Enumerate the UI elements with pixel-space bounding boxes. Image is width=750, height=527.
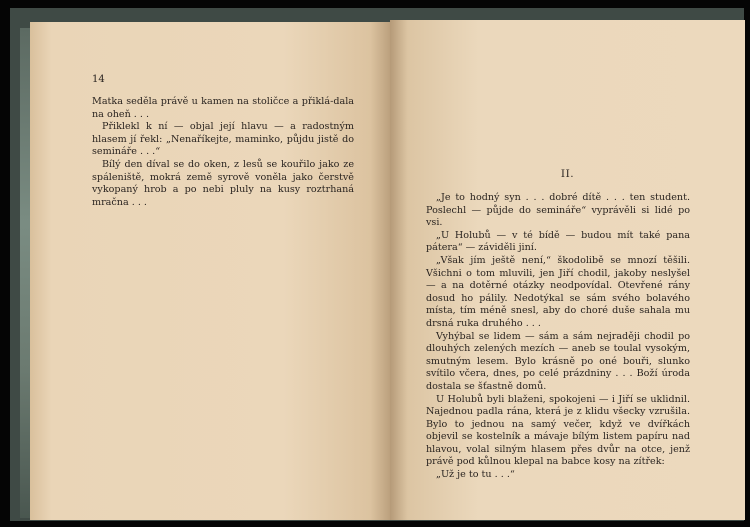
paragraph: „Však jím ještě není,“ škodolibě se mnozí těšili. Všichni o tom mluvili, jen Jiří chodil, jakoby neslyšel — a na dotěrné otázky neodpovídal. Otevřené rány dosud ho pálily. Nedotýkal se sám svého bolavého místa, tím méně snesl, aby do choré duše sahala mu drsná ruka druhého . . .	[426, 254, 690, 329]
paragraph: U Holubů byli blaženi, spokojeni — i Jiří se uklidnil. Najednou padla rána, která je z klidu všecky vzrušila. Bylo to jednou na samý večer, když ve dvířkách objevil se kostelník a mávaje bílým listem papíru nad hlavou, volal silným hlasem přes dvůr na otce, jenž právě pod kůlnou klepal na babce kosy na zítřek:	[426, 393, 690, 468]
paragraph: Přiklekl k ní — objal její hlavu — a radostným hlasem jí řekl: „Nenaříkejte, maminko, půjdu jistě do semináře . . .“	[92, 121, 354, 158]
paragraph: „Už je to tu . . .“	[436, 469, 515, 481]
open-book	[10, 8, 744, 521]
paragraph: „U Holubů — v té bídě — budou mít také pana pátera“ — záviděli jiní.	[426, 229, 690, 254]
chapter-heading: II.	[560, 168, 575, 180]
paragraph: „Je to hodný syn . . . dobré dítě . . . ten student. Poslechl — půjde do semináře“ vyprávěli si lidé po vsi.	[426, 192, 690, 229]
page-number: 14	[92, 74, 105, 85]
paragraph: Bílý den díval se do oken, z lesů se kouřilo jako ze spáleniště, mokrá země syrově voněla jako čerstvě vykopaný hrob a po nebi pluly na kusy roztrhaná mračna . . .	[92, 158, 354, 208]
paragraph: Matka seděla právě u kamen na stoličce a přiklá-dala na oheň . . .	[92, 96, 354, 120]
paragraph: Vyhýbal se lidem — sám a sám nejraději chodil po dlouhých zelených mezích — aneb se toulal vysokým, smutným lesem. Bylo krásně po oné bouři, slunko svítilo včera, dnes, po celé prázdniny . . . Boží úroda dostala se šťastně domů.	[426, 330, 690, 392]
left-page	[30, 22, 392, 520]
right-page-text	[426, 192, 690, 482]
right-page	[390, 20, 745, 520]
left-page-text	[92, 96, 354, 209]
